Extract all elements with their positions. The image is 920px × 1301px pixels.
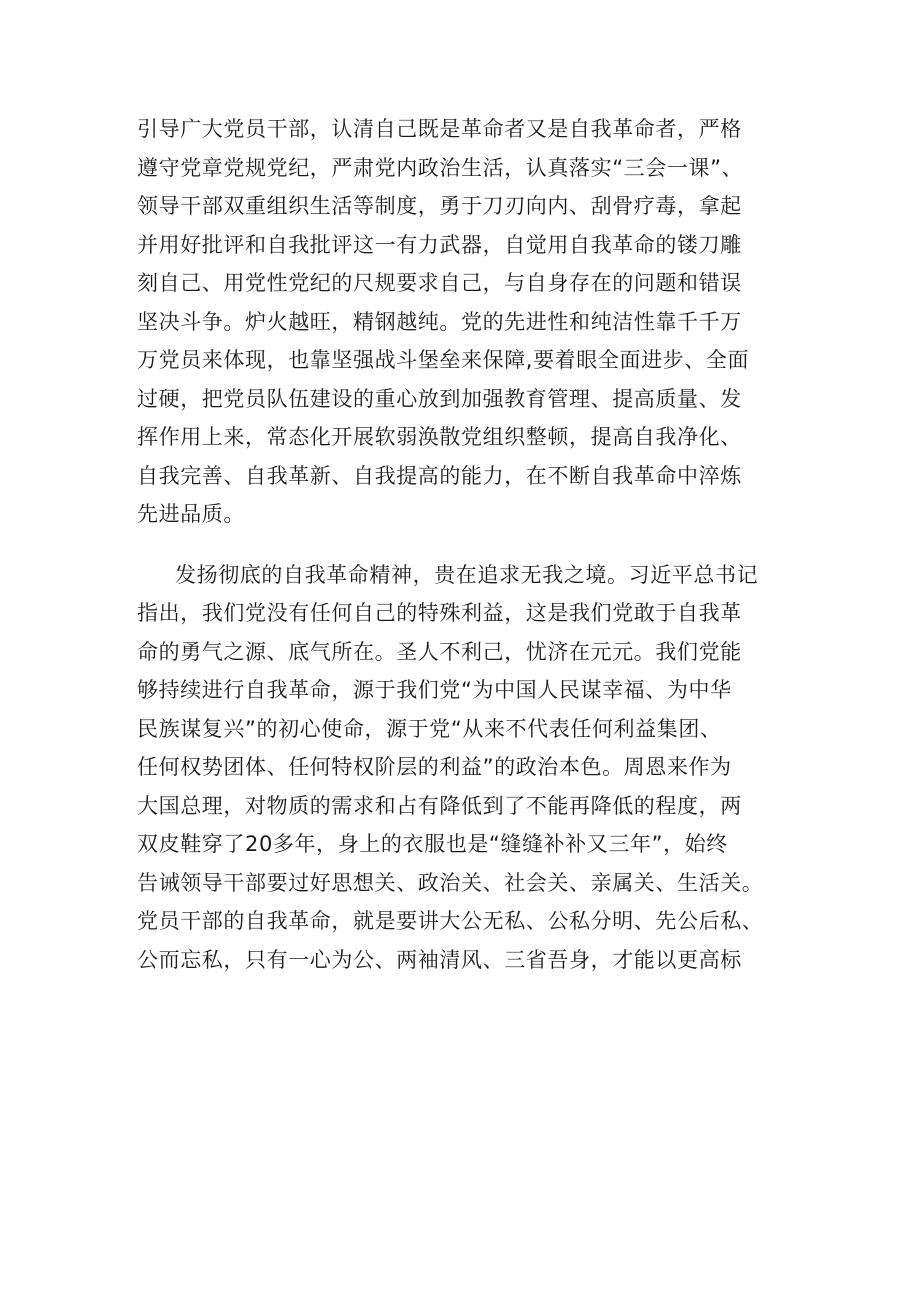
text-line: 自我完善、自我革新、自我提高的能力，在不断自我革命中淬炼 (137, 463, 742, 488)
text-line: 够持续进行自我革命，源于我们党“为中国人民谋幸福、为中华 (137, 678, 732, 702)
text-line: 遵守党章党规党纪，严肃党内政治生活，认真落实“三会一课”、 (137, 155, 744, 180)
text-line: 先进品质。 (137, 502, 245, 526)
text-line: 领导干部双重组织生活等制度，勇于刀刃向内、刮骨疗毒，拿起 (137, 194, 742, 218)
text-line: 命的勇气之源、底气所在。圣人不利己，忧济在元元。我们党能 (137, 639, 742, 664)
text-line: 并用好批评和自我批评这一有力武器，自觉用自我革命的镂刀雕 (137, 232, 742, 257)
text-line: 过硬，把党员队伍建设的重心放到加强教育管理、提高质量、发 (137, 386, 742, 411)
paragraph-spacer (137, 534, 817, 556)
text-line: 党员干部的自我革命，就是要讲大公无私、公私分明、先公后私、 (137, 909, 764, 933)
text-line: 引导广大党员干部，认清自己既是革命者又是自我革命者，严格 (137, 117, 742, 141)
paragraph-2 (137, 556, 817, 980)
document-body (137, 110, 817, 979)
text-line: 指出，我们党没有任何自己的特殊利益，这是我们党敢于自我革 (137, 601, 742, 625)
text-line: 万党员来体现，也靠坚强战斗堡垒来保障,要着眼全面进步、全面 (137, 348, 750, 372)
text-line: 坚决斗争。炉火越旺，精钢越纯。党的先进性和纯洁性靠千千万 (137, 309, 742, 334)
text-line: 挥作用上来，常态化开展软弱涣散党组织整顿，提高自我净化、 (137, 425, 742, 449)
text-line: 民族谋复兴”的初心使命，源于党“从来不代表任何利益集团、 (137, 716, 722, 741)
paragraph-1 (137, 110, 817, 534)
text-line: 任何权势团体、任何特权阶层的利益”的政治本色。周恩来作为 (137, 755, 732, 779)
text-line: 大国总理，对物质的需求和占有降低到了不能再降低的程度，两 (137, 793, 742, 818)
text-line: 公而忘私，只有一心为公、两袖清风、三省吾身，才能以更高标 (137, 947, 742, 972)
text-line: 刻自己、用党性党纪的尺规要求自己，与自身存在的问题和错误 (137, 271, 742, 295)
text-line: 告诫领导干部要过好思想关、政治关、社会关、亲属关、生活关。 (137, 870, 764, 895)
text-line: 双皮鞋穿了20多年，身上的衣服也是“缝缝补补又三年”，始终 (137, 832, 728, 856)
text-line-first-indented: 发扬彻底的自我革命精神，贵在追求无我之境。习近平总书记 (175, 562, 759, 587)
